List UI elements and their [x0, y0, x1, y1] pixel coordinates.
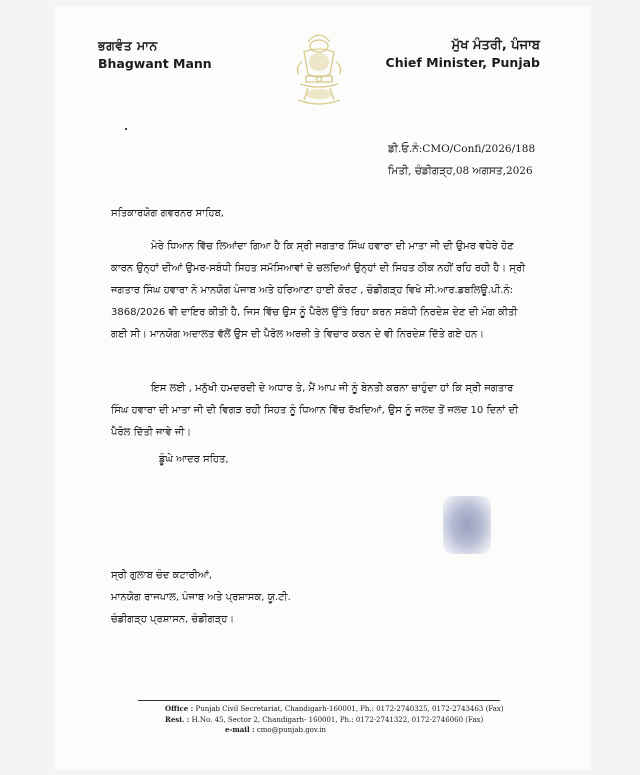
addressee-designation: ਮਾਨਯੋਗ ਰਾਜਪਾਲ, ਪੰਜਾਬ ਅਤੇ ਪ੍ਰਸ਼ਾਸਕ, ਯੂ.ਟੀ. [111, 592, 291, 603]
footer-resi-label: Resi. : [165, 714, 190, 724]
body-paragraph-2: ਇਸ ਲਈ , ਮਨੁੱਖੀ ਹਮਦਰਦੀ ਦੇ ਅਧਾਰ ਤੇ, ਮੈਂ ਆਪ ਜੀ ਨੂੰ ਬੇਨਤੀ ਕਰਨਾ ਚਾਹੁੰਦਾ ਹਾਂ ਕਿ ਸ੍ਰੀ ਜਗਤਾਰ ਸਿੰਘ ਹਵਾਰਾ ਦੀ ਮਾਤਾ ਜੀ ਦੀ ਵਿਗੜ ਰਹੀ ਸਿਹਤ ਨੂੰ ਧਿਆਨ ਵਿੱਚ ਰੱਖਦਿਆਂ, ਉਸ ਨੂੰ ਜਲਦ ਤੋਂ ਜਲਦ 10 ਦਿਨਾਂ ਦੀ ਪੈਰੋਲ ਦਿੱਤੀ ਜਾਵੇ ਜੀ। [111, 383, 519, 438]
salutation: ਸਤਿਕਾਰਯੋਗ ਗਵਰਨਰ ਸਾਹਿਬ, [111, 208, 224, 219]
office-title-english: Chief Minister, Punjab [385, 55, 540, 70]
footer-office-line [165, 704, 504, 715]
footer-office-label: Office : [165, 704, 194, 713]
footer-office-text: Punjab Civil Secretariat, Chandigarh-160001, Ph.: 0172-2740325, 0172-2743463 (Fax) [195, 705, 504, 713]
addressee-name: ਸ੍ਰੀ ਗੁਲਾਬ ਚੰਦ ਕਟਾਰੀਆਂ, [111, 570, 212, 581]
reference-number: ਡੀ.ਓ.ਨੰ:CMO/Confi/2026/188 [388, 143, 536, 155]
footer-divider [138, 700, 500, 701]
closing-line: ਡੂੰਘੇ ਆਦਰ ਸਹਿਤ, [159, 454, 229, 465]
footer-contact [165, 704, 504, 736]
sender-name-punjabi: ਭਗਵੰਤ ਮਾਨ [98, 38, 158, 53]
footer-email-label: e-mail : [225, 725, 255, 734]
footer-resi-line [165, 715, 504, 726]
sender-name-english: Bhagwant Mann [98, 56, 212, 71]
reference-block [388, 138, 535, 182]
letterhead-sender [98, 38, 212, 71]
margin-mark [125, 128, 127, 130]
addressee-address: ਚੰਡੀਗੜ੍ਹ ਪ੍ਰਸ਼ਾਸਨ, ਚੰਡੀਗੜ੍ਹ। [111, 614, 235, 625]
body-paragraph-1: ਮੇਰੇ ਧਿਆਨ ਵਿੱਚ ਲਿਆਂਦਾ ਗਿਆ ਹੈ ਕਿ ਸ੍ਰੀ ਜਗਤਾਰ ਸਿੰਘ ਹਵਾਰਾ ਦੀ ਮਾਤਾ ਜੀ ਦੀ ਉਮਰ ਵਧੇਰੇ ਹੋਣ ਕਾਰਨ ਉਨ੍ਹਾਂ ਦੀਆਂ ਉਮਰ-ਸਬੰਧੀ ਸਿਹਤ ਸਮੱਸਿਆਵਾਂ ਦੇ ਚਲਦਿਆਂ ਉਨ੍ਹਾਂ ਦੀ ਸਿਹਤ ਠੀਕ ਨਹੀਂ ਰਹਿ ਰਹੀ ਹੈ। ਸ੍ਰੀ ਜਗਤਾਰ ਸਿੰਘ ਹਵਾਰਾ ਨੇ ਮਾਨਯੋਗ ਪੰਜਾਬ ਅਤੇ ਹਰਿਆਣਾ ਹਾਈ ਕੋਰਟ , ਚੰਡੀਗੜ੍ਹ ਵਿਖੇ ਸੀ.ਆਰ.ਡਬਲਿਊ.ਪੀ.ਨੰ: 3868/2026 ਵੀ ਦਾਇਰ ਕੀਤੀ ਹੈ, ਜਿਸ ਵਿੱਚ ਉਸ ਨੂੰ ਪੈਰੋਲ ਉੱਤੇ ਰਿਹਾ ਕਰਨ ਸਬੰਧੀ ਨਿਰਦੇਸ਼ ਦੇਣ ਦੀ ਮੰਗ ਕੀਤੀ ਗਈ ਸੀ। ਮਾਨਯੋਗ ਅਦਾਲਤ ਵੱਲੋਂ ਉਸ ਦੀ ਪੈਰੋਲ ਅਰਜ਼ੀ ਤੇ ਵਿਚਾਰ ਕਰਨ ਦੇ ਵੀ ਨਿਰਦੇਸ਼ ਦਿੱਤੇ ਗਏ ਹਨ। [111, 241, 526, 340]
footer-resi-text: H.No. 45, Sector 2, Chandigarh- 160001, Ph.: 0172-2741322, 0172-2746060 (Fax) [191, 715, 484, 724]
letterhead-office [386, 38, 540, 70]
office-title-punjabi: ਮੁੱਖ ਮੰਤਰੀ, ਪੰਜਾਬ [451, 38, 540, 53]
footer-email-text[interactable]: cmo@punjab.gov.in [256, 726, 326, 734]
signature-blurred [443, 496, 491, 554]
footer-email-line [225, 725, 504, 736]
reference-date: ਮਿਤੀ, ਚੰਡੀਗੜ੍ਹ,08 ਅਗਸਤ,2026 [388, 165, 533, 177]
addressee-block [111, 565, 291, 631]
state-emblem-icon [286, 22, 352, 118]
